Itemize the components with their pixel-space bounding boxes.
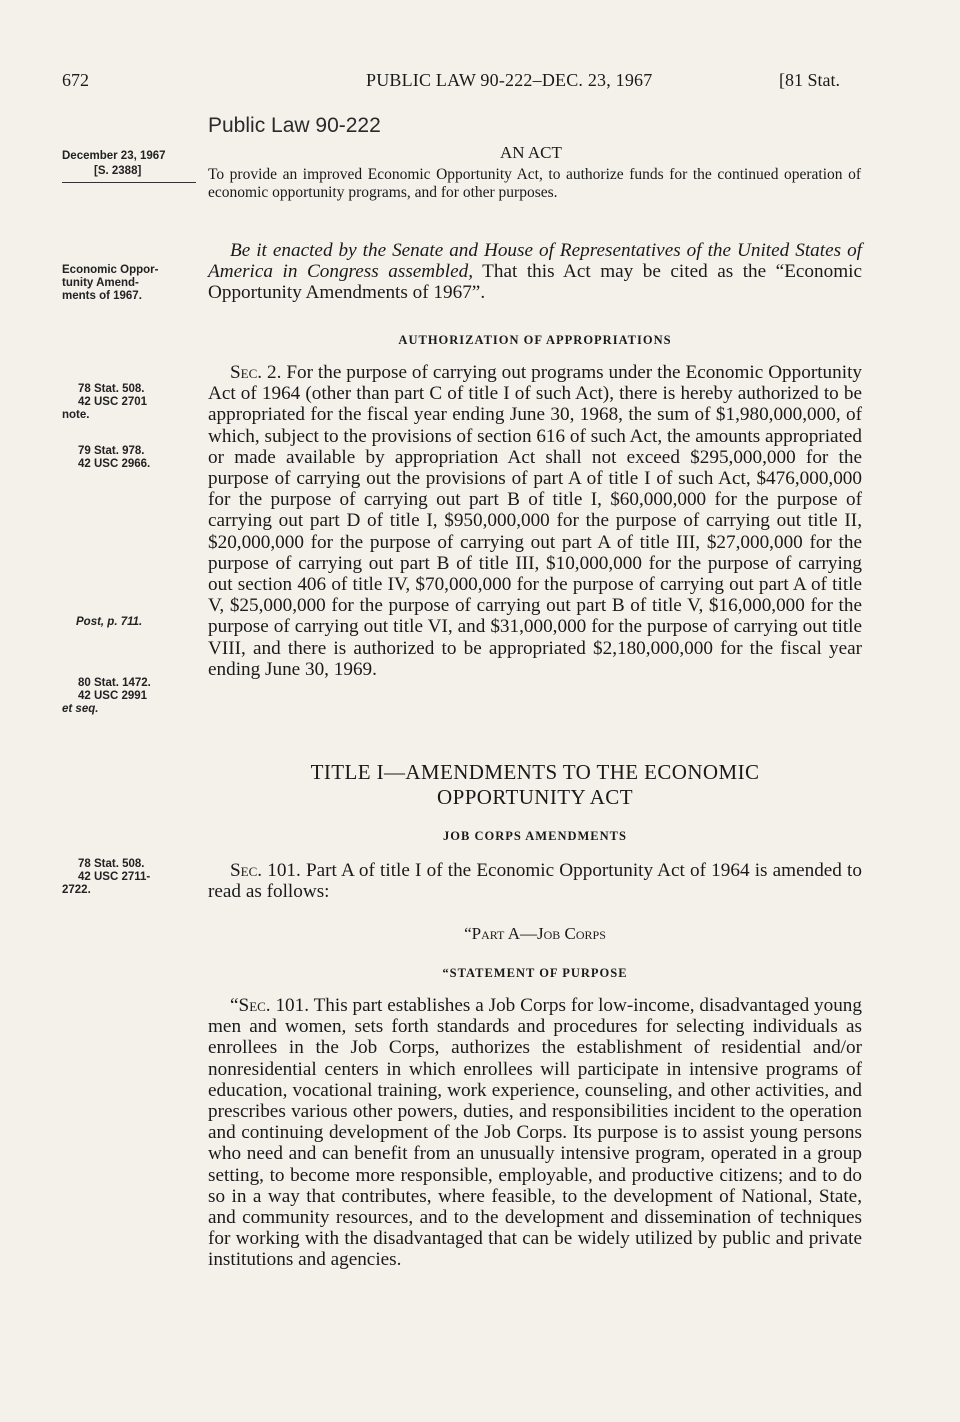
- enacting-short-title: That this Act may be cited as the “Economic Opportunity Amendments of 1967”.: [208, 261, 862, 304]
- section-2-text: For the purpose of carrying out programs under the Economic Opportunity Act of 1964 (other than part C of title I of such Act), there is hereby authorized to be appropriated for the fiscal year ending June 30, 1968, the sum of $1,980,000,000, of which, subject to the provisions of section 616 of such Act, the amounts appropriated or made available by appropriation Act shall not exceed $295,000,000 for the purpose of carrying out the provisions of part A of title I of such Act, $476,000,000 for the purpose of carrying out part B of title I, $60,000,000 for the purpose of carrying out part D of title I, $950,000,000 for the purpose of carrying out title II, $20,000,000 for the purpose of carrying out part A of title III, $27,000,000 for the purpose of carrying out part B of title III, $10,000,000 for the purpose of carrying out section 406 of title IV, $70,000,000 for the purpose of carrying out part A of title V, $25,000,000 for the purpose of carrying out part B of title V, $16,000,000 for the purpose of carrying out title VI, and $31,000,000 for the purpose of carrying out title VIII, and there is authorized to be appropriated $2,180,000,000 for the fiscal year ending June 30, 1969.: [208, 362, 862, 680]
- section-101-label: Sec. 101.: [230, 860, 301, 881]
- enactment-date: December 23, 1967: [62, 150, 166, 162]
- job-corps-heading: JOB CORPS AMENDMENTS: [443, 829, 627, 843]
- side-note-post: Post, p. 711.: [76, 616, 143, 628]
- side-note-citation-1: 78 Stat. 508. 42 USC 2701 note.: [62, 383, 148, 421]
- side-note-citation-4: 78 Stat. 508. 42 USC 2711- 2722.: [62, 858, 151, 896]
- running-head: PUBLIC LAW 90-222–DEC. 23, 1967: [366, 70, 653, 90]
- side-note-citation-3: 80 Stat. 1472. 42 USC 2991 et seq.: [62, 677, 151, 715]
- quoted-section-101-label: “Sec. 101.: [230, 995, 310, 1016]
- authorization-heading: AUTHORIZATION OF APPROPRIATIONS: [398, 333, 672, 347]
- statutes-volume: [81 Stat.: [779, 70, 840, 90]
- page-number: 672: [62, 70, 89, 90]
- quoted-section-101: [208, 995, 862, 1271]
- date-rule: [62, 182, 196, 183]
- side-note-short-title: Economic Oppor- tunity Amend- ments of 1967.: [62, 264, 159, 302]
- act-label: AN ACT: [500, 143, 562, 162]
- title-heading: TITLE I—AMENDMENTS TO THE ECONOMIC OPPORTUNITY ACT: [310, 760, 760, 809]
- statement-heading: “STATEMENT OF PURPOSE: [442, 966, 628, 980]
- enacting-formula: Be it enacted by the Senate and House of Representatives of the United States of America in Congress assembled,: [208, 240, 862, 283]
- act-purpose: [208, 166, 861, 202]
- public-law-title: Public Law 90-222: [208, 114, 381, 137]
- side-note-citation-2: 79 Stat. 978. 42 USC 2966.: [78, 445, 151, 470]
- quoted-section-101-text: This part establishes a Job Corps for low-income, disadvantaged young men and women, sets forth standards and procedures for selecting individuals as enrollees in the Job Corps, authorizes the establishment of residential and/or nonresidential centers in which enrollees will participate in intensive programs of education, vocational training, work experience, counseling, and other activities, and prescribes various other powers, duties, and responsibilities incident to the operation and continuing development of the Job Corps. Its purpose is to assist young persons who need and can benefit from an unusually intensive program, operated in a group setting, to become more responsible, employable, and productive citizens; and to do so in a way that contributes, where feasible, to the development of National, State, and community resources, and to the development and dissemination of techniques for working with the disadvantaged that can be widely utilized by public and private institutions and agencies.: [208, 995, 862, 1271]
- section-2-label: Sec. 2.: [230, 362, 282, 383]
- enacting-clause: [208, 240, 862, 304]
- part-a-heading: “Part A—Job Corps: [464, 924, 606, 943]
- section-101: [208, 860, 862, 902]
- section-2: [208, 362, 862, 680]
- act-purpose-text: To provide an improved Economic Opportunity Act, to authorize funds for the continued operation of economic opportunity programs, and for other purposes.: [208, 166, 861, 201]
- section-101-text: Part A of title I of the Economic Opportunity Act of 1964 is amended to read as follows:: [208, 860, 862, 903]
- bill-number: [S. 2388]: [94, 165, 142, 177]
